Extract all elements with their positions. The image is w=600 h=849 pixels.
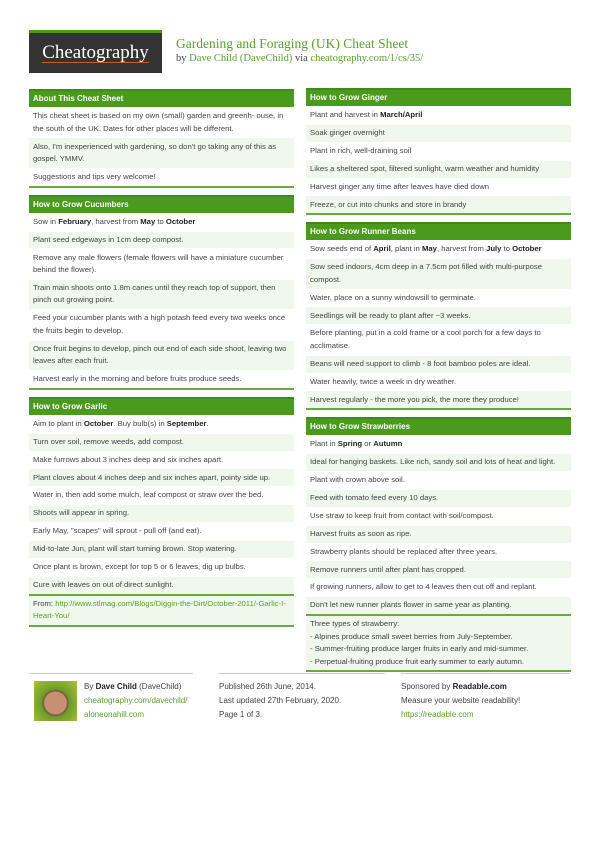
list-item (306, 471, 571, 489)
text: Ideal for hanging baskets. Like rich, sandy soil and lots of heat and light. (310, 457, 556, 467)
text: Don't let new runner plants flower in same year as planting. (310, 600, 512, 610)
list-item (306, 489, 571, 507)
text: Feed your cucumber plants with a high potash feed every two weeks once the fruits begin to develop. (33, 313, 286, 335)
section-header: How to Grow Ginger (306, 88, 571, 106)
list-item (29, 279, 294, 309)
list-item (306, 373, 571, 391)
section-rows (29, 107, 294, 186)
section-rows (29, 415, 294, 594)
list-item (29, 107, 294, 137)
list-item (306, 195, 571, 213)
list-item (29, 168, 294, 186)
section-header: How to Grow Strawberries (306, 417, 571, 435)
list-item (29, 522, 294, 540)
note-line: - Summer-fruiting produce larger fruits in early and mid-summer. (310, 644, 529, 654)
bold-text: September (166, 418, 207, 428)
list-item (306, 390, 571, 408)
list-item (306, 106, 571, 124)
bold-text: July (486, 244, 502, 254)
list-item (29, 137, 294, 167)
footer-dates: Published 26th June, 2014. Last updated 27th February, 2020. Page 1 of 3. (219, 673, 385, 722)
text: or (362, 439, 374, 449)
left-column (29, 89, 294, 634)
text: This cheat sheet is based on my own (small) garden and greenh- ouse, in the south of the UK. Dates for other places will be different. (33, 111, 284, 133)
page-title: Gardening and Foraging (UK) Cheat Sheet (176, 36, 409, 51)
text: Water in, then add some mulch, leaf compost or straw over the bed. (33, 490, 264, 500)
list-item (306, 289, 571, 307)
text: Aim to plant in (33, 418, 84, 428)
text: Soak ginger overnight (310, 128, 385, 138)
list-item (306, 578, 571, 596)
section-header: How to Grow Garlic (29, 397, 294, 415)
text: Harvest ginger any time after leaves have died down (310, 181, 490, 191)
list-item (306, 560, 571, 578)
list-item (29, 558, 294, 576)
text: Shoots will appear in spring. (33, 508, 130, 518)
footer-author: By Dave Child (DaveChild) cheatography.com/davechild/ aloneonahill.com (29, 673, 193, 722)
list-item (306, 543, 571, 561)
text: Once fruit begins to develop, pinch out end of each side shoot, leaving two leaves after each fruit. (33, 343, 287, 366)
section-how-to-grow-ginger (306, 88, 571, 215)
text: Harvest early in the morning and before fruits produce seeds. (33, 374, 242, 384)
text: Feed with tomato feed every 10 days. (310, 493, 439, 503)
bold-text: Spring (337, 439, 363, 449)
text: Suggestions and tips very welcome! (33, 171, 156, 181)
list-item (306, 160, 571, 178)
bold-text: May (140, 216, 156, 226)
author-site-link[interactable]: aloneonahill.com (84, 710, 145, 719)
text: Plant with crown above soil. (310, 475, 405, 485)
text: Sow in (33, 216, 59, 226)
note-line: - Perpetual-fruiting produce fruit early summer to early autumn. (310, 656, 525, 666)
bold-text: Autumn (373, 439, 403, 449)
text: Seedlings will be ready to plant after ~3 weeks. (310, 310, 471, 320)
sheet-url-link[interactable]: cheatography.com/1/cs/35/ (310, 53, 424, 64)
list-item (306, 178, 571, 196)
section-header: How to Grow Cucumbers (29, 195, 294, 213)
author-profile-link[interactable]: cheatography.com/davechild/ (84, 696, 188, 705)
text: Turn over soil, remove weeds, add compost. (33, 436, 184, 446)
section-how-to-grow-strawberries (306, 417, 571, 672)
list-item (29, 340, 294, 370)
section-rows (306, 106, 571, 213)
text: Strawberry plants should be replaced after three years. (310, 546, 498, 556)
list-item (306, 324, 571, 354)
text: Freeze, or cut into chunks and store in brandy (310, 199, 467, 209)
text: Water, place on a sunny windowsill to germinate. (310, 292, 476, 302)
list-item (306, 435, 571, 453)
bold-text: May (421, 244, 437, 254)
text: Remove any male flowers (female flowers will have a miniature cucumber behind the flower). (33, 252, 284, 275)
list-item (306, 596, 571, 614)
section-rows (29, 213, 294, 388)
text: Plant seed edgeways in 1cm deep compost. (33, 234, 184, 244)
text: Sow seeds end of (310, 244, 374, 254)
list-item (29, 248, 294, 278)
list-item (29, 415, 294, 433)
source-link[interactable]: http://www.stlmag.com/Blogs/Diggin-the-Dirt/October-2011/-Garlic-I-Heart-You/ (33, 598, 286, 621)
list-item (306, 525, 571, 543)
text: . (206, 418, 209, 428)
list-item (29, 370, 294, 388)
section-rows (306, 240, 571, 408)
text: Mid-to-late Jun, plant will start turning brown. Stop watering. (33, 544, 237, 554)
text: Plant in (310, 439, 338, 449)
text: Harvest regularly - the more you pick, the more they produce! (310, 394, 519, 404)
text: Harvest fruits as soon as ripe. (310, 528, 412, 538)
bold-text: February (58, 216, 92, 226)
footer-sponsor: Sponsored by Readable.com Measure your website readability! https://readable.com (401, 673, 570, 722)
list-item (29, 231, 294, 249)
text: Also, I'm inexperienced with gardening, so don't go taking any of this as gospel. YMMV. (33, 141, 277, 164)
list-item (29, 468, 294, 486)
list-item (306, 124, 571, 142)
text: Sow seed indoors, 4cm deep in a 7.5cm pot filled with multi-purpose compost. (310, 262, 543, 284)
section-rows (306, 435, 571, 614)
list-item (306, 453, 571, 471)
text: Plant cloves about 4 inches deep and six inches apart, pointy side up. (33, 472, 271, 482)
text: From: (33, 598, 56, 608)
text: Before planting, put in a cold frame or a cool porch for a few days to acclimatise. (310, 328, 541, 350)
author-link[interactable]: Dave Child (DaveChild) (189, 53, 293, 64)
text: If growing runners, allow to get to 4 leaves then cut off and replant. (310, 582, 537, 592)
list-item (29, 451, 294, 469)
list-item (29, 486, 294, 504)
list-item (306, 240, 571, 258)
text: Remove runners until after plant has cropped. (310, 564, 466, 574)
bold-text: October (165, 216, 196, 226)
text: Use straw to keep fruit from contact with soil/compost. (310, 510, 494, 520)
list-item (306, 306, 571, 324)
text: Beans will need support to climb - 8 foot bamboo poles are ideal. (310, 358, 531, 368)
text: Water heavily, twice a week in dry weather. (310, 376, 457, 386)
section-how-to-grow-runner-beans (306, 222, 571, 410)
list-item (29, 309, 294, 339)
list-item (29, 213, 294, 231)
section-note (306, 614, 571, 670)
text: Once plant is brown, except for top 5 or 6 leaves, dig up bulbs. (33, 561, 246, 571)
list-item (29, 576, 294, 594)
section-about-this-cheat-sheet (29, 89, 294, 188)
list-item (29, 433, 294, 451)
text: to (501, 244, 513, 254)
text: Cure with leaves on out of direct sunlight. (33, 579, 174, 589)
text: Plant and harvest in (310, 110, 381, 120)
text: , plant in (390, 244, 422, 254)
section-note (29, 594, 294, 625)
section-how-to-grow-garlic (29, 397, 294, 627)
text: Make furrows about 3 inches deep and six inches apart. (33, 454, 224, 464)
note-line: Three types of strawberry: (310, 619, 400, 629)
section-how-to-grow-cucumbers (29, 195, 294, 390)
note-line: - Alpines produce small sweet berries from July-September. (310, 631, 513, 641)
list-item (29, 504, 294, 522)
text: , harvest from (91, 216, 141, 226)
list-item (306, 355, 571, 373)
section-header: About This Cheat Sheet (29, 89, 294, 107)
list-item (306, 507, 571, 525)
sponsor-link[interactable]: https://readable.com (401, 710, 474, 719)
text: Train main shoots onto 1.8m canes until they reach top of support, then pinch out growing point. (33, 282, 276, 305)
text: Early May, "scapes" will sprout - pull off (and eat). (33, 526, 202, 536)
cheatography-logo[interactable]: Cheatography (29, 30, 162, 73)
right-column (306, 88, 571, 679)
text: . Buy bulb(s) in (113, 418, 167, 428)
bold-text: March/April (380, 110, 423, 120)
bold-text: October (512, 244, 542, 254)
section-header: How to Grow Runner Beans (306, 222, 571, 240)
text: Likes a sheltered spot, filtered sunlight, warm weather and humidity (310, 163, 540, 173)
list-item (29, 540, 294, 558)
text: Plant in rich, well-draining soil (310, 145, 412, 155)
list-item (306, 258, 571, 288)
bold-text: April (373, 244, 391, 254)
text: , harvest from (436, 244, 487, 254)
byline: by Dave Child (DaveChild) via cheatography.com/1/cs/35/ (176, 53, 424, 64)
text: to (155, 216, 166, 226)
list-item (306, 142, 571, 160)
bold-text: October (83, 418, 114, 428)
